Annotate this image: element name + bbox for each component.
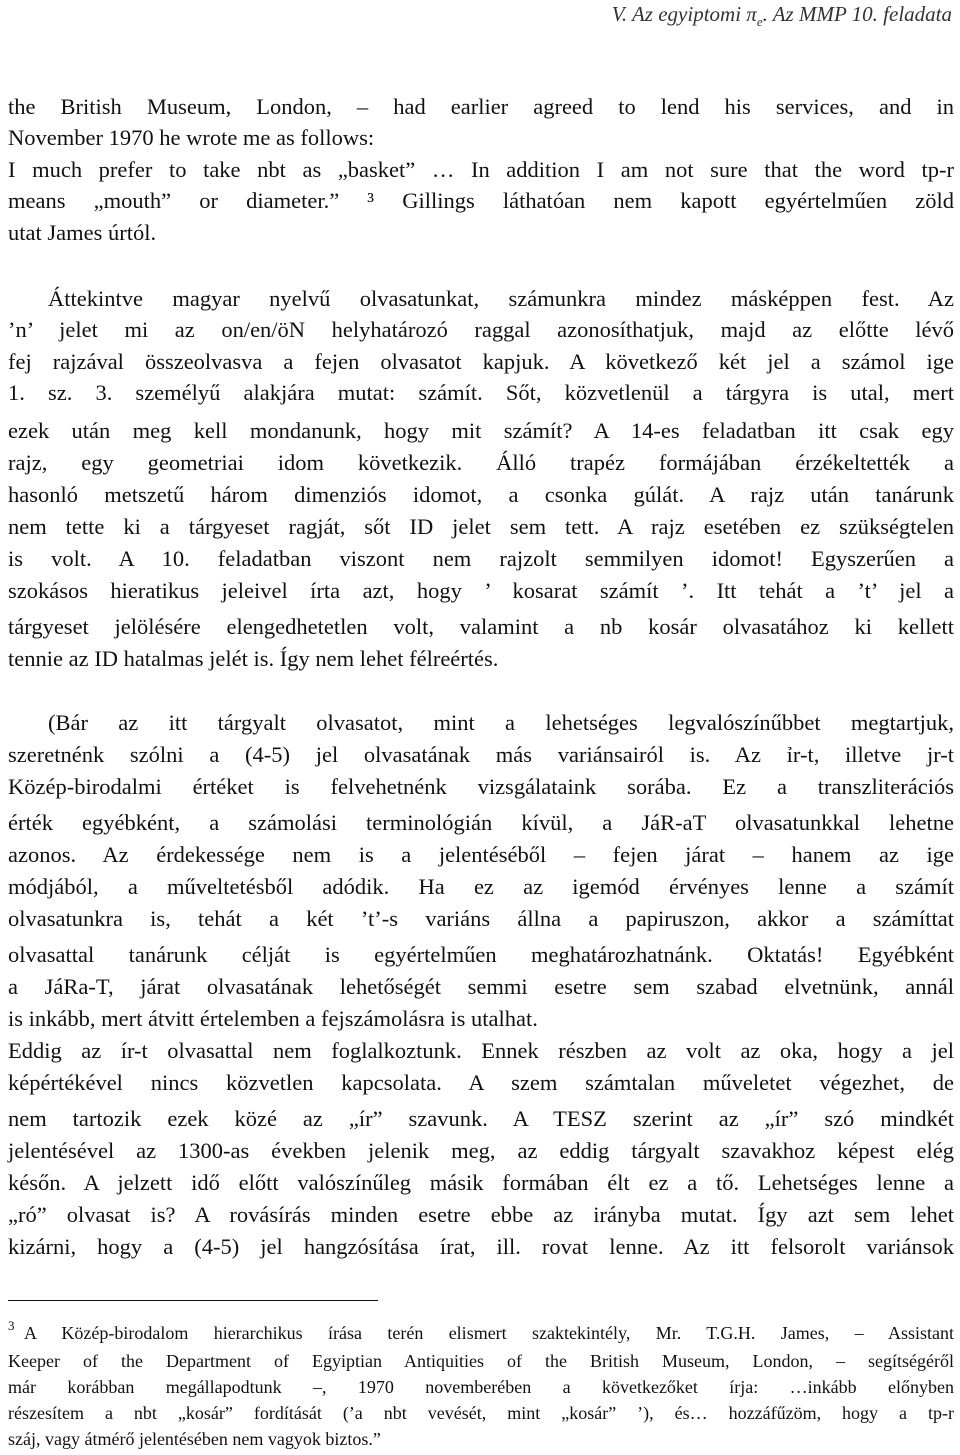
text-line: jelentésével az 1300-as években jelenik meg, az eddig tárgyalt szavakhoz képest elég <box>8 1138 954 1163</box>
text-line: kizárni, hogy a (4-5) jel hangzósítása írat, ill. rovat lenne. Az itt felsorolt variánsok <box>8 1234 954 1259</box>
text-line: the British Museum, London, – had earlier agreed to lend his services, and in <box>8 94 954 119</box>
text-line: szokásos hieratikus jeleivel írta azt, hogy ’ kosarat számít ’. Itt tehát a ’t’ jel a <box>8 578 954 603</box>
text-line: olvasatunkra is, tehát a két ’t’-s variáns állna a papiruszon, akkor a számíttat <box>8 906 954 931</box>
pi-symbol: π <box>746 2 757 26</box>
footnote-line: A Közép-birodalom hierarchikus írása terén elismert szaktekintély, Mr. T.G.H. James, – Assistant <box>24 1323 954 1343</box>
text-line: Áttekintve magyar nyelvű olvasatunkat, számunkra mindez másképpen fest. Az <box>48 286 954 311</box>
text-line: ’n’ jelet mi az on/en/öN helyhatározó raggal azonosíthatjuk, majd az előtte lévő <box>8 317 954 342</box>
text-line: „ró” olvasat is? A rovásírás minden esetre ebbe az irányba mutat. Így azt sem lehet <box>8 1202 954 1227</box>
text-line: szeretnénk szólni a (4-5) jel olvasatának más variánsairól is. Az ỉr-t, illetve jr-t <box>8 742 954 767</box>
text-line: November 1970 he wrote me as follows: <box>8 125 375 150</box>
text-line: képértékével nincs közvetlen kapcsolata. A szem számtalan műveletet végezhet, de <box>8 1070 954 1095</box>
footnote-line: részesítem a nbt „kosár” fordítását (’a nbt vevését, mint „kosár” ’), és… hozzáfűzöm, hogy a tp-r <box>8 1403 954 1423</box>
footnote-line: már korábban megállapodtunk –, 1970 novemberében a következőket írja: …inkább előnyben <box>8 1377 954 1397</box>
footnote-line: Keeper of the Department of Egyiptian Antiquities of the British Museum, London, – segítségéről <box>8 1351 954 1371</box>
text-line: a JáRa-T, járat olvasatának lehetőségét semmi esetre sem szabad elvetnünk, annál <box>8 974 954 999</box>
text-line: olvasattal tanárunk célját is egyértelműen meghatározhatnánk. Oktatás! Egyébként <box>8 942 954 967</box>
text-line: Eddig az ír-t olvasattal nem foglalkoztunk. Ennek részben az volt az oka, hogy a jel <box>8 1038 954 1063</box>
text-line: tárgyeset jelölésére elengedhetetlen volt, valamint a nb kosár olvasatához ki kellett <box>8 614 954 639</box>
text-line: rajz, egy geometriai idom következik. Álló trapéz formájában érzékeltették a <box>8 450 954 475</box>
text-line: tennie az ID hatalmas jelét is. Így nem lehet félreértés. <box>8 646 499 671</box>
footnote-divider <box>8 1300 378 1301</box>
text-line: későn. A jelzett idő előtt valószínűleg másik formában élt ez a tő. Lehetséges lenne a <box>8 1170 954 1195</box>
text-line: I much prefer to take nbt as „basket” … In addition I am not sure that the word tp-r <box>8 157 954 182</box>
text-line: hasonló metszetű három dimenziós idomot, a csonka gúlát. A rajz után tanárunk <box>8 482 954 507</box>
text-line: nem tartozik ezek közé az „ír” szavunk. A TESZ szerint az „ír” szó mindkét <box>8 1106 954 1131</box>
text-line: fej rajzával összeolvasva a fejen olvasatot kapjuk. A következő két jel a számol ige <box>8 349 954 374</box>
running-header <box>612 2 952 30</box>
text-line: is volt. A 10. feladatban viszont nem rajzolt semmilyen idomot! Egyszerűen a <box>8 546 954 571</box>
footnote-line: száj, vagy átmérő jelentésében nem vagyok biztos.” <box>8 1429 381 1449</box>
text-line: érték egyébként, a számolási terminológián kívül, a JáR-aT olvasatunkkal lehetne <box>8 810 954 835</box>
text-line: utat James úrtól. <box>8 220 157 245</box>
text-line: is inkább, mert átvitt értelemben a fejszámolásra is utalhat. <box>8 1006 538 1031</box>
text-line: módjából, a műveltetésből adódik. Ha ez az igemód érvényes lenne a számít <box>8 874 954 899</box>
header-text-right: . Az MMP 10. feladata <box>762 2 952 26</box>
text-line: Közép-birodalmi értéket is felvehetnénk vizsgálataink sorába. Ez a transzliterációs <box>8 774 954 799</box>
text-line: ezek után meg kell mondanunk, hogy mit számít? A 14-es feladatban itt csak egy <box>8 418 954 443</box>
text-line: azonos. Az érdekessége nem is a jelentéséből – fejen járat – hanem az ige <box>8 842 954 867</box>
pi-subscript: e <box>756 14 763 30</box>
header-text-left: V. Az egyiptomi <box>611 2 747 26</box>
text-line: nem tette ki a tárgyeset ragját, sőt ID jelet sem tett. A rajz esetében ez szükségtelen <box>8 514 954 539</box>
text-line: (Bár az itt tárgyalt olvasatot, mint a lehetséges legvalószínűbbet megtartjuk, <box>48 710 954 735</box>
text-line: means „mouth” or diameter.” ³ Gillings láthatóan nem kapott egyértelműen zöld <box>8 188 954 213</box>
footnote-number: 3 <box>8 1318 15 1333</box>
text-line: 1. sz. 3. személyű alakjára mutat: számít. Sőt, közvetlenül a tárgyra is utal, mert <box>8 380 954 405</box>
